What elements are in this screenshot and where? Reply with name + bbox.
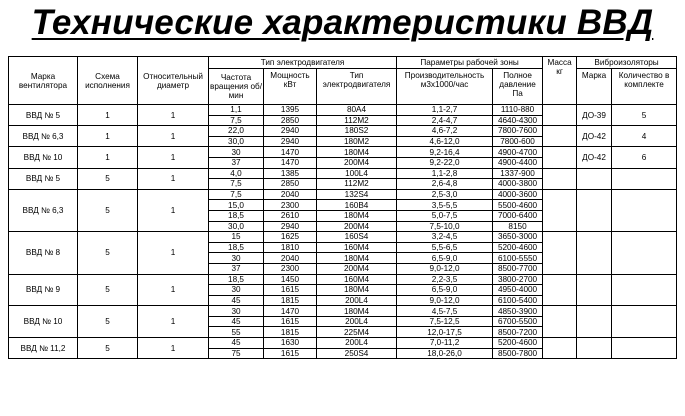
productivity-cell: 9,0-12,0 (397, 263, 493, 274)
table-row (9, 105, 677, 116)
frequency-cell: 45 (209, 316, 264, 327)
mass-cell (543, 147, 577, 168)
frequency-cell: 22,0 (209, 126, 264, 137)
power-cell: 2300 (264, 200, 317, 211)
productivity-cell: 5,5-6,5 (397, 242, 493, 253)
scheme-cell: 5 (78, 232, 138, 274)
vibro-count-cell (612, 189, 677, 231)
power-cell: 2610 (264, 210, 317, 221)
header-productivity: Производительность м3х1000/час (397, 69, 493, 105)
pressure-cell: 4950-4000 (493, 285, 543, 296)
table-body (9, 105, 677, 359)
power-cell: 1615 (264, 285, 317, 296)
frequency-cell: 4,0 (209, 168, 264, 179)
frequency-cell: 1,1 (209, 105, 264, 116)
diameter-cell: 1 (138, 126, 209, 147)
model-cell: ВВД № 10 (9, 306, 78, 338)
type-cell: 160М4 (317, 242, 397, 253)
type-cell: 180М4 (317, 306, 397, 317)
type-cell: 200L4 (317, 295, 397, 306)
table-row (9, 189, 677, 200)
type-cell: 250S4 (317, 348, 397, 359)
vibro-count-cell (612, 274, 677, 306)
vibro-brand-cell (577, 168, 612, 189)
power-cell: 2940 (264, 136, 317, 147)
model-cell: ВВД № 8 (9, 232, 78, 274)
pressure-cell: 8500-7800 (493, 348, 543, 359)
power-cell: 1470 (264, 157, 317, 168)
type-cell: 160М4 (317, 274, 397, 285)
frequency-cell: 45 (209, 295, 264, 306)
type-cell: 225М4 (317, 327, 397, 338)
scheme-cell: 5 (78, 189, 138, 231)
pressure-cell: 4900-4700 (493, 147, 543, 158)
header-scheme: Схема исполнения (78, 57, 138, 105)
pressure-cell: 8500-7700 (493, 263, 543, 274)
model-cell: ВВД № 5 (9, 168, 78, 189)
type-cell: 180М4 (317, 210, 397, 221)
pressure-cell: 8150 (493, 221, 543, 232)
frequency-cell: 55 (209, 327, 264, 338)
power-cell: 1815 (264, 295, 317, 306)
productivity-cell: 1,1-2,8 (397, 168, 493, 179)
frequency-cell: 75 (209, 348, 264, 359)
pressure-cell: 4640-4300 (493, 115, 543, 126)
frequency-cell: 18,5 (209, 210, 264, 221)
mass-cell (543, 232, 577, 274)
table-row (9, 306, 677, 317)
table-row (9, 274, 677, 285)
type-cell: 180М4 (317, 285, 397, 296)
table-row (9, 168, 677, 179)
pressure-cell: 1337-900 (493, 168, 543, 179)
vibro-count-cell: 4 (612, 126, 677, 147)
productivity-cell: 3,5-5,5 (397, 200, 493, 211)
productivity-cell: 3,2-4,5 (397, 232, 493, 243)
productivity-cell: 4,6-7,2 (397, 126, 493, 137)
header-relative-diameter: Относительный диаметр (138, 57, 209, 105)
vibro-brand-cell (577, 189, 612, 231)
table-row (9, 338, 677, 349)
type-cell: 180М4 (317, 253, 397, 264)
type-cell: 200М4 (317, 263, 397, 274)
vibro-brand-cell: ДО-39 (577, 105, 612, 126)
model-cell: ВВД № 6,3 (9, 189, 78, 231)
pressure-cell: 3800-2700 (493, 274, 543, 285)
pressure-cell: 6100-5550 (493, 253, 543, 264)
diameter-cell: 1 (138, 147, 209, 168)
type-cell: 112М2 (317, 115, 397, 126)
vibro-brand-cell (577, 232, 612, 274)
productivity-cell: 2,6-4,8 (397, 179, 493, 190)
frequency-cell: 15 (209, 232, 264, 243)
header-pressure: Полное давление Па (493, 69, 543, 105)
productivity-cell: 5,0-7,5 (397, 210, 493, 221)
diameter-cell: 1 (138, 105, 209, 126)
productivity-cell: 2,5-3,0 (397, 189, 493, 200)
power-cell: 1630 (264, 338, 317, 349)
header-motor-type: Тип электродвигателя (209, 57, 397, 69)
productivity-cell: 9,0-12,0 (397, 295, 493, 306)
power-cell: 1470 (264, 147, 317, 158)
model-cell: ВВД № 11,2 (9, 338, 78, 359)
frequency-cell: 30 (209, 253, 264, 264)
type-cell: 200L4 (317, 316, 397, 327)
mass-cell (543, 168, 577, 189)
vibro-count-cell (612, 168, 677, 189)
frequency-cell: 30 (209, 285, 264, 296)
frequency-cell: 30 (209, 306, 264, 317)
model-cell: ВВД № 10 (9, 147, 78, 168)
productivity-cell: 7,5-12,5 (397, 316, 493, 327)
frequency-cell: 30,0 (209, 221, 264, 232)
pressure-cell: 5500-4600 (493, 200, 543, 211)
power-cell: 2300 (264, 263, 317, 274)
productivity-cell: 6,5-9,0 (397, 253, 493, 264)
productivity-cell: 4,5-7,5 (397, 306, 493, 317)
productivity-cell: 18,0-26,0 (397, 348, 493, 359)
model-cell: ВВД № 6,3 (9, 126, 78, 147)
diameter-cell: 1 (138, 168, 209, 189)
vibro-brand-cell (577, 338, 612, 359)
vibro-brand-cell (577, 306, 612, 338)
vibro-brand-cell (577, 274, 612, 306)
frequency-cell: 18,5 (209, 274, 264, 285)
model-cell: ВВД № 5 (9, 105, 78, 126)
pressure-cell: 7800-7600 (493, 126, 543, 137)
pressure-cell: 3650-3000 (493, 232, 543, 243)
diameter-cell: 1 (138, 338, 209, 359)
scheme-cell: 5 (78, 168, 138, 189)
type-cell: 160В4 (317, 200, 397, 211)
power-cell: 1815 (264, 327, 317, 338)
power-cell: 2940 (264, 126, 317, 137)
frequency-cell: 37 (209, 157, 264, 168)
productivity-cell: 7,0-11,2 (397, 338, 493, 349)
power-cell: 2040 (264, 253, 317, 264)
pressure-cell: 5200-4600 (493, 242, 543, 253)
type-cell: 160S4 (317, 232, 397, 243)
power-cell: 2850 (264, 115, 317, 126)
vibro-count-cell: 5 (612, 105, 677, 126)
type-cell: 100L4 (317, 168, 397, 179)
pressure-cell: 4850-3900 (493, 306, 543, 317)
header-power: Мощность кВт (264, 69, 317, 105)
pressure-cell: 7000-6400 (493, 210, 543, 221)
frequency-cell: 7,5 (209, 115, 264, 126)
pressure-cell: 6700-5500 (493, 316, 543, 327)
header-vibro: Виброизоляторы (577, 57, 677, 69)
scheme-cell: 1 (78, 105, 138, 126)
power-cell: 1810 (264, 242, 317, 253)
frequency-cell: 7,5 (209, 189, 264, 200)
mass-cell (543, 306, 577, 338)
vibro-brand-cell: ДО-42 (577, 126, 612, 147)
header-brand: Марка вентилятора (9, 57, 78, 105)
frequency-cell: 18,5 (209, 242, 264, 253)
power-cell: 2850 (264, 179, 317, 190)
productivity-cell: 2,2-3,5 (397, 274, 493, 285)
diameter-cell: 1 (138, 306, 209, 338)
table-row (9, 126, 677, 137)
pressure-cell: 1110-880 (493, 105, 543, 116)
header-vibro-count: Количество в комплекте (612, 69, 677, 105)
pressure-cell: 4900-4400 (493, 157, 543, 168)
productivity-cell: 6,5-9,0 (397, 285, 493, 296)
vibro-count-cell (612, 306, 677, 338)
mass-cell (543, 338, 577, 359)
pressure-cell: 8500-7200 (493, 327, 543, 338)
productivity-cell: 4,6-12,0 (397, 136, 493, 147)
header-mass: Масса кг (543, 57, 577, 105)
power-cell: 1625 (264, 232, 317, 243)
type-cell: 112М2 (317, 179, 397, 190)
mass-cell (543, 189, 577, 231)
type-cell: 132S4 (317, 189, 397, 200)
productivity-cell: 9,2-16,4 (397, 147, 493, 158)
header-vibro-brand: Марка (577, 69, 612, 105)
frequency-cell: 45 (209, 338, 264, 349)
table-header (9, 57, 677, 105)
diameter-cell: 1 (138, 189, 209, 231)
header-work-zone: Параметры рабочей зоны (397, 57, 543, 69)
header-frequency: Частота вращения об/мин (209, 69, 264, 105)
power-cell: 1615 (264, 316, 317, 327)
type-cell: 180М2 (317, 136, 397, 147)
mass-cell (543, 274, 577, 306)
productivity-cell: 9,2-22,0 (397, 157, 493, 168)
power-cell: 1450 (264, 274, 317, 285)
page-title: Технические характеристики ВВД (31, 3, 654, 42)
mass-cell (543, 126, 577, 147)
type-cell: 80А4 (317, 105, 397, 116)
pressure-cell: 6100-5400 (493, 295, 543, 306)
scheme-cell: 1 (78, 126, 138, 147)
diameter-cell: 1 (138, 274, 209, 306)
diameter-cell: 1 (138, 232, 209, 274)
specifications-table (8, 56, 677, 359)
frequency-cell: 30 (209, 147, 264, 158)
frequency-cell: 30,0 (209, 136, 264, 147)
power-cell: 1395 (264, 105, 317, 116)
productivity-cell: 2,4-4,7 (397, 115, 493, 126)
power-cell: 1385 (264, 168, 317, 179)
type-cell: 200М4 (317, 221, 397, 232)
scheme-cell: 5 (78, 338, 138, 359)
productivity-cell: 7,5-10,0 (397, 221, 493, 232)
model-cell: ВВД № 9 (9, 274, 78, 306)
table-row (9, 147, 677, 158)
header-type: Тип электродвигателя (317, 69, 397, 105)
power-cell: 2940 (264, 221, 317, 232)
scheme-cell: 5 (78, 306, 138, 338)
power-cell: 1470 (264, 306, 317, 317)
pressure-cell: 7800-600 (493, 136, 543, 147)
productivity-cell: 12,0-17,5 (397, 327, 493, 338)
frequency-cell: 7,5 (209, 179, 264, 190)
mass-cell (543, 105, 577, 126)
vibro-count-cell: 6 (612, 147, 677, 168)
power-cell: 2040 (264, 189, 317, 200)
productivity-cell: 1,1-2,7 (397, 105, 493, 116)
scheme-cell: 5 (78, 274, 138, 306)
type-cell: 180М4 (317, 147, 397, 158)
vibro-brand-cell: ДО-42 (577, 147, 612, 168)
scheme-cell: 1 (78, 147, 138, 168)
type-cell: 200L4 (317, 338, 397, 349)
table-row (9, 232, 677, 243)
pressure-cell: 5200-4600 (493, 338, 543, 349)
pressure-cell: 4000-3600 (493, 189, 543, 200)
vibro-count-cell (612, 338, 677, 359)
frequency-cell: 37 (209, 263, 264, 274)
type-cell: 180S2 (317, 126, 397, 137)
pressure-cell: 4000-3800 (493, 179, 543, 190)
vibro-count-cell (612, 232, 677, 274)
frequency-cell: 15,0 (209, 200, 264, 211)
type-cell: 200М4 (317, 157, 397, 168)
power-cell: 1615 (264, 348, 317, 359)
